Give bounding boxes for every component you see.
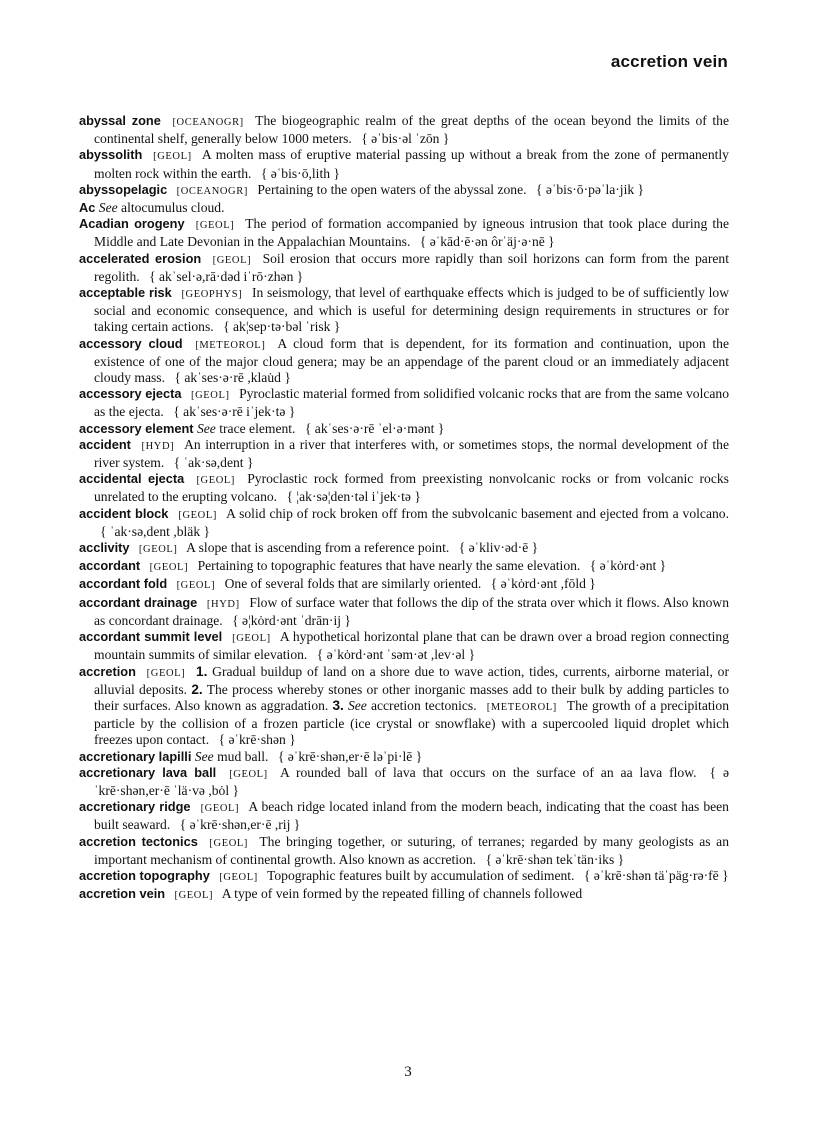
entry-field: [GEOL] — [195, 220, 235, 232]
entry-field: [GEOL] — [146, 667, 186, 679]
entry-field: [GEOL] — [191, 390, 230, 402]
entry-pronunciation: { əˈkrē·shən } — [218, 732, 296, 748]
entry-pronunciation: { ˈak·sə,dent ,bläk } — [100, 523, 211, 539]
entry-field: [GEOL] — [178, 509, 217, 521]
entry-definition: In seismology, that level of earthquake effects which is judged to be of sufficiently low social and economic consequence, and which is useful for determining design requirements in structures or for taking certain actions. — [94, 285, 730, 335]
sense-number: 1. — [196, 663, 208, 679]
entry-term: accordant summit level — [79, 629, 223, 645]
entry-term: accessory cloud — [79, 335, 183, 351]
entry-pronunciation: { akˈses·ə·rē ˈel·ə·mənt } — [304, 420, 445, 436]
entry-definition: The biogeographic realm of the great depths of the ocean beyond the limits of the continental shelf, generally below 1000 meters. — [94, 113, 729, 147]
entry-field: [GEOL] — [153, 151, 192, 163]
entry-field: [GEOPHYS] — [181, 289, 243, 301]
entry-term: accidental ejecta — [79, 471, 185, 487]
entry-term: accretionary ridge — [79, 799, 191, 815]
entry-definition: A type of vein formed by the repeated filling of channels followed — [221, 886, 583, 902]
entry — [79, 765, 729, 799]
entry-term: accretion — [79, 663, 136, 679]
entry — [79, 113, 729, 147]
entry-see: See — [347, 697, 367, 713]
entry-pronunciation: { akˈses·ə·rē ,klau̇d } — [174, 370, 291, 386]
entry — [79, 868, 729, 886]
running-head: accretion vein — [610, 52, 728, 71]
entry-term: accordant — [79, 558, 141, 574]
entry-term: accelerated erosion — [79, 250, 202, 266]
entry-pronunciation: { əˈbis·ō·pəˈla·jik } — [535, 181, 645, 197]
entry-pronunciation: { akˈsel·ə,rā·dəd iˈrō·zhən } — [149, 268, 304, 284]
entry — [79, 200, 729, 216]
entry-pronunciation: { ˈak·sə,dent } — [173, 455, 254, 471]
entry-term: abyssal zone — [79, 113, 161, 128]
entry — [79, 421, 729, 437]
entry-term: accretionary lapilli — [79, 748, 192, 764]
entry-term: Acadian orogeny — [79, 216, 185, 232]
entry-definition: trace element. — [219, 420, 296, 436]
entry-definition: Flow of surface water that follows the dip of the strata over which it flows. Also known as concordant drainage. — [94, 594, 730, 628]
entry-definition: Pyroclastic rock formed from preexisting nonvolcanic rocks or from volcanic rocks unrelated to the erupting volcano. — [94, 471, 729, 505]
entry-definition: The period of formation accompanied by igneous intrusion that took place during the Middle and Late Devonian in the Appalachian Mountains. — [94, 216, 730, 250]
entry-field: [GEOL] — [196, 475, 236, 487]
entry-definition: Soil erosion that occurs more rapidly than soil horizons can form from the parent regolith. — [94, 250, 729, 284]
entry-definition: Gradual buildup of land on a shore due to wave action, tides, currents, airborne material, or alluvial deposits. — [94, 663, 729, 697]
entry-field: [GEOL] — [209, 837, 249, 849]
entry-term: abyssolith — [79, 147, 143, 163]
entry-field: [HYD] — [141, 440, 175, 452]
entry-pronunciation: { ə¦kȯrd·ənt ˈdrān·ij } — [232, 612, 351, 628]
entry-pronunciation: { əˈkȯrd·ənt ,fōld } — [490, 576, 596, 592]
entry-term: accessory ejecta — [79, 386, 182, 402]
entry-pronunciation: { əˈkrē·shən,er·ē ləˈpi·lē } — [277, 748, 423, 764]
entry — [79, 576, 729, 594]
entry — [79, 216, 729, 250]
entry-field: [HYD] — [206, 598, 240, 610]
entry-term: acclivity — [79, 540, 130, 556]
entry-field: [GEOL] — [229, 768, 268, 780]
entry-field: [OCEANOGR] — [176, 185, 248, 197]
entry-pronunciation: { ak¦sep·tə·bəl ˈrisk } — [223, 319, 341, 335]
entry-see: See — [196, 420, 216, 436]
sense-number: 2. — [191, 681, 203, 697]
entry-term: accessory element — [79, 420, 194, 436]
entry-term: accretion tectonics — [79, 833, 198, 849]
entry-definition: The growth of a precipitation particle by the collision of a frozen particle (ice crystal or snowflake) with a supercooled liquid droplet which freezes upon contact. — [94, 697, 730, 748]
entry-term: Ac — [79, 200, 96, 216]
entry-pronunciation: { əˈkrē·shən täˈpäg·rə·fē } — [583, 867, 729, 883]
entry-field: [GEOL] — [200, 803, 240, 815]
entry-field: [METEOROL] — [195, 339, 266, 351]
entry — [79, 834, 729, 868]
entry-definition: An interruption in a river that interferes with, or sometimes stops, the normal development of the river system. — [94, 436, 729, 471]
entry — [79, 471, 729, 505]
entry-definition: Pertaining to the open waters of the abyssal zone. — [257, 181, 527, 197]
entry-pronunciation: { əˈbis·əl ˈzōn } — [361, 131, 450, 147]
entry-pronunciation: { əˈkrē·shən,er·ē ,rij } — [179, 817, 301, 833]
entry-term: acceptable risk — [79, 285, 172, 301]
entry-field: [METEOROL] — [486, 701, 557, 713]
entry — [79, 749, 729, 765]
entry-term: accordant fold — [79, 576, 168, 592]
entry-definition: A hypothetical horizontal plane that can be drawn over a broad region connecting mountain summits of similar elevation. — [94, 629, 729, 663]
entry-pronunciation: { əˈkȯrd·ənt ˈsəm·ət ,lev·əl } — [316, 647, 476, 663]
entry-field: [GEOL] — [219, 871, 258, 883]
entry-term: accident — [79, 436, 131, 452]
entry-definition: The bringing together, or suturing, of terranes; regarded by many geologists as an important mechanism of continental growth. Also known as accretion. — [94, 833, 729, 867]
entry — [79, 147, 729, 181]
entry-definition: A cloud form that is dependent, for its formation and continuation, upon the existence of one of the major cloud genera; may be an appendage of the parent cloud or an immediately adjacent cloudy mass. — [94, 335, 729, 386]
entry-definition: A beach ridge located inland from the modern beach, indicating that the coast has been built seaward. — [94, 799, 729, 833]
entry-pronunciation: { əˈkrē·shən,er·ē ˈlä·və ,bȯl } — [94, 764, 729, 798]
entry-definition: A rounded ball of lava that occurs on the surface of an aa lava flow. — [279, 764, 697, 780]
entry-definition: Pertaining to topographic features that have nearly the same elevation. — [197, 558, 581, 574]
entry-pronunciation: { əˈbis·ō,lith } — [260, 165, 340, 181]
dictionary-entries — [79, 113, 729, 904]
entry — [79, 540, 729, 558]
entry-field: [GEOL] — [212, 254, 252, 266]
entry — [79, 437, 729, 471]
entry-term: accretion vein — [79, 886, 166, 902]
entry — [79, 386, 729, 420]
entry-pronunciation: { əˈkȯrd·ənt } — [589, 558, 667, 574]
entry-definition: A molten mass of eruptive material passing up without a break from the zone of permanently molten rock within the earth. — [94, 147, 729, 181]
entry-field: [GEOL] — [232, 633, 271, 645]
entry — [79, 182, 729, 200]
entry — [79, 336, 729, 387]
entry-term: accretion topography — [79, 867, 210, 883]
entry — [79, 595, 729, 629]
entry-definition: Pyroclastic material formed from solidified volcanic rocks that are from the same volcano as the ejecta. — [94, 386, 730, 420]
sense-number: 3. — [332, 697, 344, 713]
entry — [79, 664, 729, 749]
entry-pronunciation: { əˈkād·ē·ən ôrˈäj·ə·nē } — [419, 234, 555, 250]
entry-pronunciation: { akˈses·ə·rē iˈjek·tə } — [173, 404, 296, 420]
entry-definition: A slope that is ascending from a reference point. — [186, 540, 450, 556]
entry-pronunciation: { ¦ak·sə¦den·təl iˈjek·tə } — [286, 489, 421, 505]
entry-field: [GEOL] — [174, 890, 214, 902]
entry-definition: One of several folds that are similarly oriented. — [224, 576, 482, 592]
entry — [79, 285, 729, 336]
entry — [79, 629, 729, 663]
entry-term: abyssopelagic — [79, 181, 168, 197]
entry-pronunciation: { əˈkliv·əd·ē } — [458, 540, 539, 556]
entry — [79, 886, 729, 904]
entry-definition: accretion tectonics. — [370, 697, 477, 713]
entry-see: See — [98, 200, 118, 216]
entry-definition: Topographic features built by accumulation of sediment. — [267, 867, 575, 883]
entry-definition: mud ball. — [217, 748, 269, 764]
entry-see: See — [194, 748, 214, 764]
entry — [79, 506, 729, 540]
page-number: 3 — [404, 1064, 412, 1080]
entry-definition: altocumulus cloud. — [121, 200, 225, 216]
entry-term: accordant drainage — [79, 594, 198, 610]
entry-definition: The process whereby stones or other inorganic masses add to their bulk by adding particles to their surfaces. Also known as aggradation. — [94, 681, 730, 713]
entry-term: accretionary lava ball — [79, 764, 217, 780]
entry-field: [OCEANOGR] — [172, 117, 244, 128]
entry-field: [GEOL] — [138, 544, 178, 556]
entry — [79, 558, 729, 576]
entry-field: [GEOL] — [176, 580, 216, 592]
entry — [79, 799, 729, 833]
entry-definition: A solid chip of rock broken off from the subvolcanic basement and ejected from a volcano. — [226, 505, 729, 521]
entry — [79, 251, 729, 285]
entry-field: [GEOL] — [149, 562, 189, 574]
entry-pronunciation: { əˈkrē·shən tekˈtän·iks } — [485, 851, 625, 867]
entry-term: accident block — [79, 505, 169, 521]
